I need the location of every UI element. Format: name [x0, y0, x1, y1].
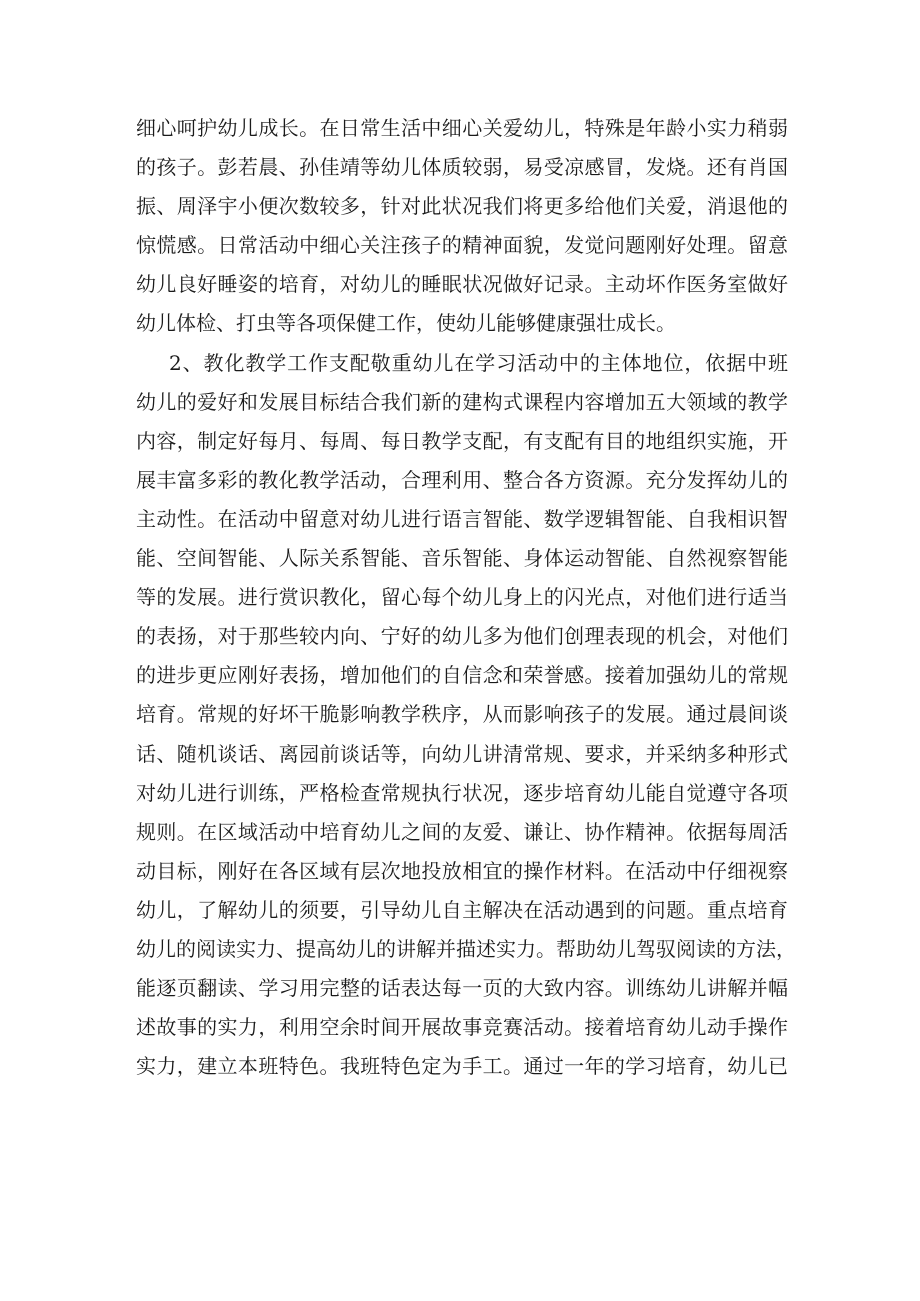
text-line: 能逐页翻读、学习用完整的话表达每一页的大致内容。训练幼儿讲解并幅: [136, 976, 788, 1001]
text-line: 动目标，刚好在各区域有层次地投放相宜的操作材料。在活动中仔细视察: [136, 858, 788, 883]
text-line: 等的发展。进行赏识教化，留心每个幼儿身上的闪光点，对他们进行适当: [136, 585, 788, 610]
text-line: 幼儿良好睡姿的培育，对幼儿的睡眠状况做好记录。主动坏作医务室做好: [136, 272, 788, 297]
paragraph-2: [136, 344, 796, 1087]
text-line: 展丰富多彩的教化教学活动，合理利用、整合各方资源。充分发挥幼儿的: [136, 467, 788, 492]
text-line: 话、随机谈话、离园前谈话等，向幼儿讲清常规、要求，并采纳多种形式: [136, 741, 788, 766]
text-line: 述故事的实力，利用空余时间开展故事竞赛活动。接着培育幼儿动手操作: [136, 1015, 788, 1040]
text-line: 实力，建立本班特色。我班特色定为手工。通过一年的学习培育，幼儿已: [136, 1054, 788, 1079]
text-line: 幼儿的阅读实力、提高幼儿的讲解并描述实力。帮助幼儿驾驭阅读的方法，: [136, 936, 796, 961]
body-text: [136, 109, 796, 1086]
text-line: 能、空间智能、人际关系智能、音乐智能、身体运动智能、自然视察智能: [136, 546, 788, 571]
text-line: 幼儿，了解幼儿的须要，引导幼儿自主解决在活动遇到的问题。重点培育: [136, 897, 788, 922]
text-line: 2、教化教学工作支配敬重幼儿在学习活动中的主体地位，依据中班: [169, 350, 788, 375]
paragraph-1: [136, 109, 788, 344]
text-line: 主动性。在活动中留意对幼儿进行语言智能、数学逻辑智能、自我相识智: [136, 506, 788, 531]
text-line: 内容，制定好每月、每周、每日教学支配，有支配有目的地组织实施，开: [136, 428, 788, 453]
text-line: 细心呵护幼儿成长。在日常生活中细心关爱幼儿，特殊是年龄小实力稍弱: [136, 116, 788, 140]
text-line: 的进步更应刚好表扬，增加他们的自信念和荣誉感。接着加强幼儿的常规: [136, 663, 788, 688]
text-line: 惊慌感。日常活动中细心关注孩子的精神面貌，发觉问题刚好处理。留意: [136, 233, 788, 258]
text-line: 的表扬，对于那些较内向、宁好的幼儿多为他们创理表现的机会，对他们: [136, 624, 788, 649]
text-line: 对幼儿进行训练，严格检查常规执行状况，逐步培育幼儿能自觉遵守各项: [136, 780, 788, 805]
text-line: 幼儿的爱好和发展目标结合我们新的建构式课程内容增加五大领域的教学: [136, 389, 788, 414]
text-line: 的孩子。彭若晨、孙佳靖等幼儿体质较弱，易受凉感冒，发烧。还有肖国: [136, 155, 788, 180]
text-line: 规则。在区域活动中培育幼儿之间的友爱、谦让、协作精神。依据每周活: [136, 819, 788, 844]
text-line: 培育。常规的好坏干脆影响教学秩序，从而影响孩子的发展。通过晨间谈: [136, 702, 788, 727]
text-line: 幼儿体检、打虫等各项保健工作，使幼儿能够健康强壮成长。: [136, 311, 676, 336]
text-line: 振、周泽宇小便次数较多，针对此状况我们将更多给他们关爱，消退他的: [136, 194, 788, 219]
